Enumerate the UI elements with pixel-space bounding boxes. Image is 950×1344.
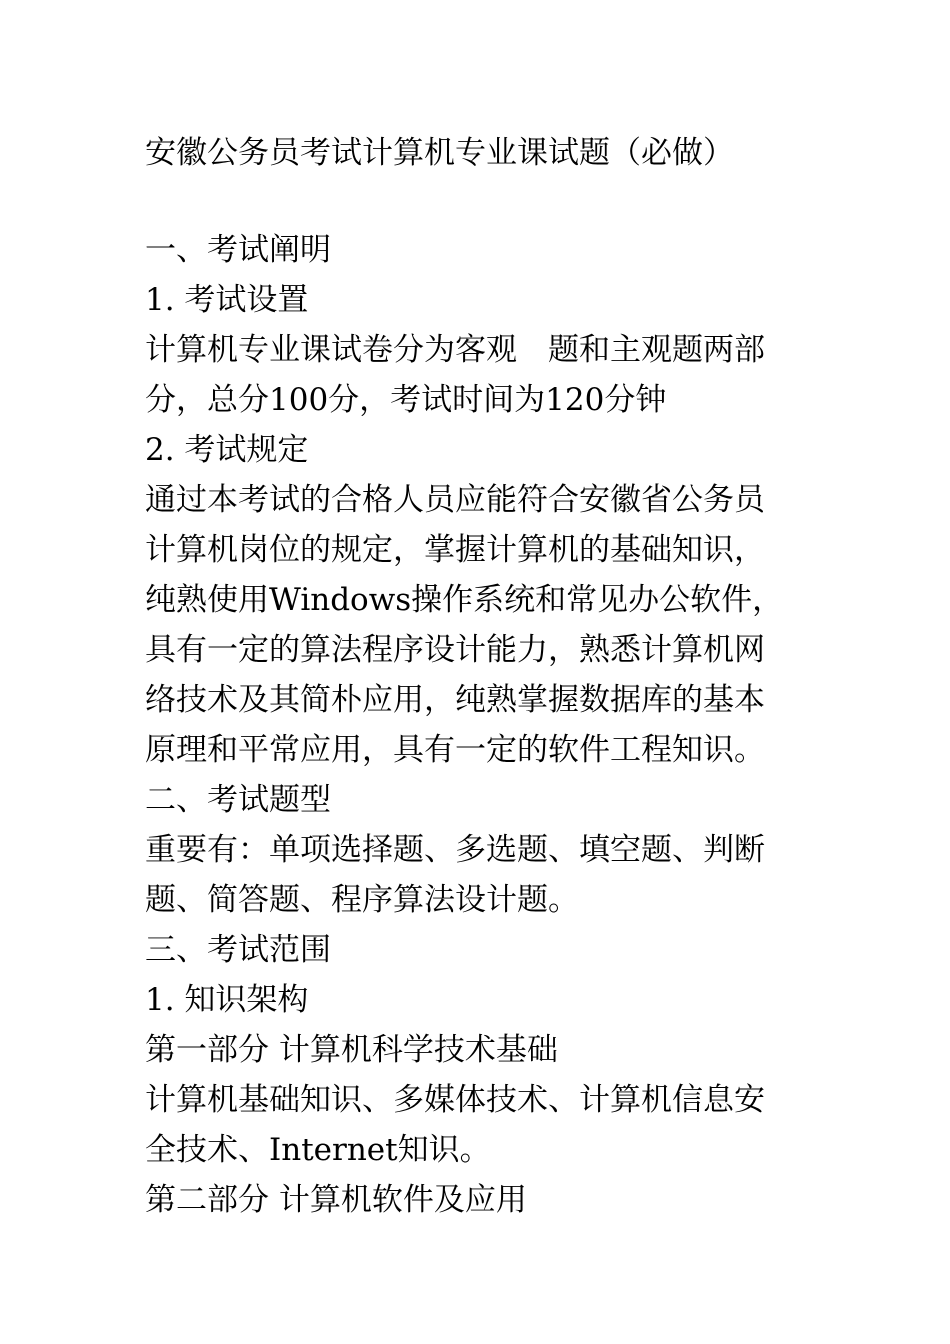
question-types-text-line-2: 题、简答题、程序算法设计题。 <box>145 882 579 918</box>
section-heading-exam-description: 一、考试阐明 <box>145 232 331 268</box>
exam-requirements-text-line-5: 络技术及其简朴应用，纯熟掌握数据库的基本 <box>145 682 765 718</box>
exam-requirements-text-line-1: 通过本考试的合格人员应能符合安徽省公务员 <box>145 482 765 518</box>
part-heading-software-and-applications: 第二部分 计算机软件及应用 <box>145 1182 527 1218</box>
exam-requirements-text-line-4: 具有一定的算法程序设计能力，熟悉计算机网 <box>145 632 765 668</box>
exam-setup-text-line-2: 分，总分100分，考试时间为120分钟 <box>145 382 667 418</box>
item-heading-exam-setup: 1. 考试设置 <box>145 282 309 318</box>
part1-text-line-1: 计算机基础知识、多媒体技术、计算机信息安 <box>145 1082 765 1118</box>
part-heading-computer-science-basics: 第一部分 计算机科学技术基础 <box>145 1032 558 1068</box>
exam-setup-text-line-1: 计算机专业课试卷分为客观 题和主观题两部 <box>145 332 765 368</box>
exam-requirements-text-line-3: 纯熟使用Windows操作系统和常见办公软件， <box>145 582 784 618</box>
exam-requirements-text-line-2: 计算机岗位的规定，掌握计算机的基础知识， <box>145 532 765 568</box>
exam-requirements-text-line-6: 原理和平常应用，具有一定的软件工程知识。 <box>145 732 765 768</box>
part1-text-line-2: 全技术、Internet知识。 <box>145 1132 491 1168</box>
document-title: 安徽公务员考试计算机专业课试题（必做） <box>145 135 734 171</box>
question-types-text-line-1: 重要有：单项选择题、多选题、填空题、判断 <box>145 832 765 868</box>
section-heading-question-types: 二、考试题型 <box>145 782 331 818</box>
section-heading-exam-scope: 三、考试范围 <box>145 932 331 968</box>
document-content <box>145 128 825 1225</box>
item-heading-exam-requirements: 2. 考试规定 <box>145 432 309 468</box>
item-heading-knowledge-structure: 1. 知识架构 <box>145 982 309 1018</box>
